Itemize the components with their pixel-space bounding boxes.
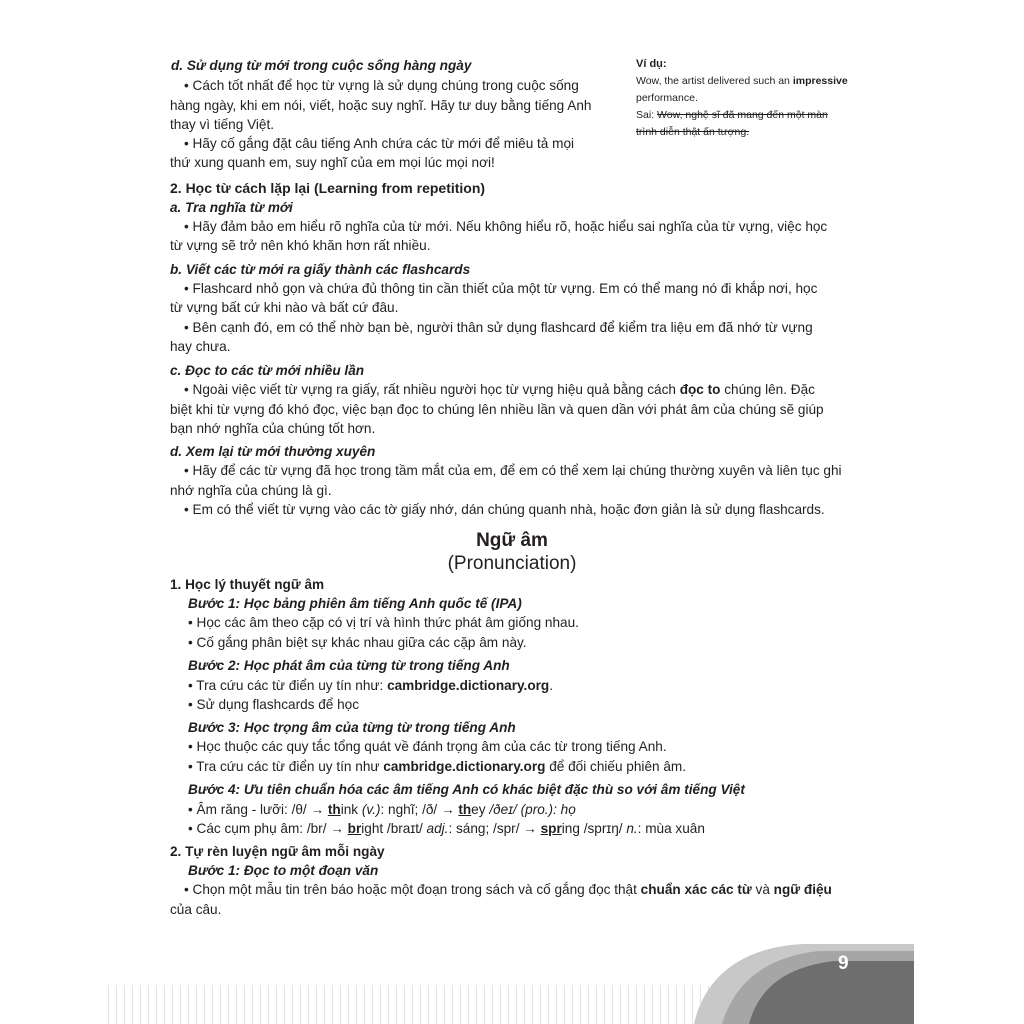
paragraph-line: • Học thuộc các quy tắc tổng quát về đánh trọng âm của các từ trong tiếng Anh. [188, 739, 667, 754]
step-heading: Bước 4: Ưu tiên chuẩn hóa các âm tiếng Anh có khác biệt đặc thù so với âm tiếng Việt [188, 782, 745, 797]
paragraph-line: • Hãy đảm bảo em hiểu rõ nghĩa của từ mới. Nếu không hiểu rõ, hoặc hiểu sai nghĩa của từ vựng, việc học [184, 219, 828, 234]
paragraph-line: từ vựng bất cứ khi nào và bất cứ đâu. [170, 300, 399, 315]
paragraph-line: • Các cụm phụ âm: /br/ → bright /braɪt/ adj.: sáng; /spr/ → spring /sprɪŋ/ n.: mùa xuân [188, 821, 705, 836]
paragraph-line: hàng ngày, khi em nói, viết, hoặc suy nghĩ. Hãy tư duy bằng tiếng Anh [170, 98, 592, 113]
paragraph-line: • Hãy cố gắng đặt câu tiếng Anh chứa các từ mới để miêu tả mọi [184, 136, 575, 151]
step-heading: Bước 3: Học trọng âm của từng từ trong tiếng Anh [188, 720, 516, 735]
step-heading: Bước 1: Đọc to một đoạn văn [188, 863, 379, 878]
step-heading: Bước 1: Học bảng phiên âm tiếng Anh quốc tế (IPA) [188, 596, 522, 611]
page-corner-wave [694, 939, 914, 1024]
subsection-heading: b. Viết các từ mới ra giấy thành các flashcards [170, 262, 471, 277]
paragraph-line: từ vựng sẽ trở nên khó khăn hơn rất nhiều. [170, 238, 431, 253]
paragraph-line: thứ xung quanh em, suy nghĩ của em mọi lúc mọi nơi! [170, 155, 495, 170]
paragraph-line: • Hãy để các từ vựng đã học trong tầm mắt của em, để em có thể xem lại chúng thường xuyên và liên tục ghi [184, 463, 842, 478]
example-line: performance. [636, 92, 698, 104]
paragraph-line: • Tra cứu các từ điển uy tín như cambridge.dictionary.org để đối chiếu phiên âm. [188, 759, 687, 774]
section-title: Ngữ âm [476, 530, 548, 551]
section-heading: 1. Học lý thuyết ngữ âm [170, 577, 325, 592]
section-heading: 2. Học từ cách lặp lại (Learning from repetition) [170, 180, 486, 196]
subsection-heading: a. Tra nghĩa từ mới [170, 200, 293, 215]
paragraph-line: • Cách tốt nhất để học từ vựng là sử dụng chúng trong cuộc sống [184, 78, 579, 93]
paragraph-line: • Tra cứu các từ điển uy tín như: cambridge.dictionary.org. [188, 678, 553, 693]
footer-stripes [108, 985, 728, 1024]
paragraph-line: • Cố gắng phân biệt sự khác nhau giữa các cặp âm này. [188, 635, 527, 650]
step-heading: Bước 2: Học phát âm của từng từ trong tiếng Anh [188, 658, 510, 673]
paragraph-line: • Ngoài việc viết từ vựng ra giấy, rất nhiều người học từ vựng hiệu quả bằng cách đọc to chúng lên. Đặc [184, 382, 815, 397]
paragraph-line: • Chọn một mẫu tin trên báo hoặc một đoạn trong sách và cố gắng đọc thật chuẩn xác các từ và ngữ điệu [184, 882, 832, 897]
paragraph-line: • Học các âm theo cặp có vị trí và hình thức phát âm giống nhau. [188, 615, 579, 630]
page-number: 9 [838, 953, 849, 974]
paragraph-line: bạn nhớ nghĩa của chúng tốt hơn. [170, 421, 376, 436]
section-heading: 2. Tự rèn luyện ngữ âm mỗi ngày [170, 844, 385, 859]
paragraph-line: của câu. [170, 902, 222, 917]
paragraph-line: • Sử dụng flashcards để học [188, 697, 360, 712]
example-wrong-line: Sai: Wow, nghệ sĩ đã mang đến một màn [636, 109, 828, 121]
subsection-heading: c. Đọc to các từ mới nhiều lần [170, 363, 365, 378]
example-line: Wow, the artist delivered such an impressive [636, 75, 848, 87]
subsection-heading: d. Xem lại từ mới thường xuyên [170, 444, 376, 459]
paragraph-line: • Âm răng - lưỡi: /θ/ → think (v.): nghĩ; /ð/ → they /ðeɪ/ (pro.): họ [188, 802, 576, 817]
paragraph-line: biệt khi từ vựng đó khó đọc, việc bạn đọc to chúng lên nhiều lần và quen dần với phát âm của chúng sẽ giúp [170, 402, 824, 417]
paragraph-line: thay vì tiếng Việt. [170, 117, 275, 132]
example-title: Ví dụ: [636, 58, 667, 70]
example-wrong-line: trình diễn thật ấn tượng. [636, 126, 750, 138]
section-subtitle: (Pronunciation) [447, 553, 577, 574]
paragraph-line: • Em có thể viết từ vựng vào các tờ giấy nhớ, dán chúng quanh nhà, hoặc đơn giản là sử dụng flashcards. [184, 502, 825, 517]
paragraph-line: hay chưa. [170, 339, 231, 354]
paragraph-line: • Flashcard nhỏ gọn và chứa đủ thông tin cần thiết của một từ vựng. Em có thể mang nó đi khắp nơi, học [184, 281, 818, 296]
paragraph-line: nhớ nghĩa của chúng là gì. [170, 483, 332, 498]
section-heading: d. Sử dụng từ mới trong cuộc sống hàng ngày [171, 58, 472, 73]
paragraph-line: • Bên cạnh đó, em có thể nhờ bạn bè, người thân sử dụng flashcard để kiểm tra liệu em đã nhớ từ vựng [184, 320, 813, 335]
